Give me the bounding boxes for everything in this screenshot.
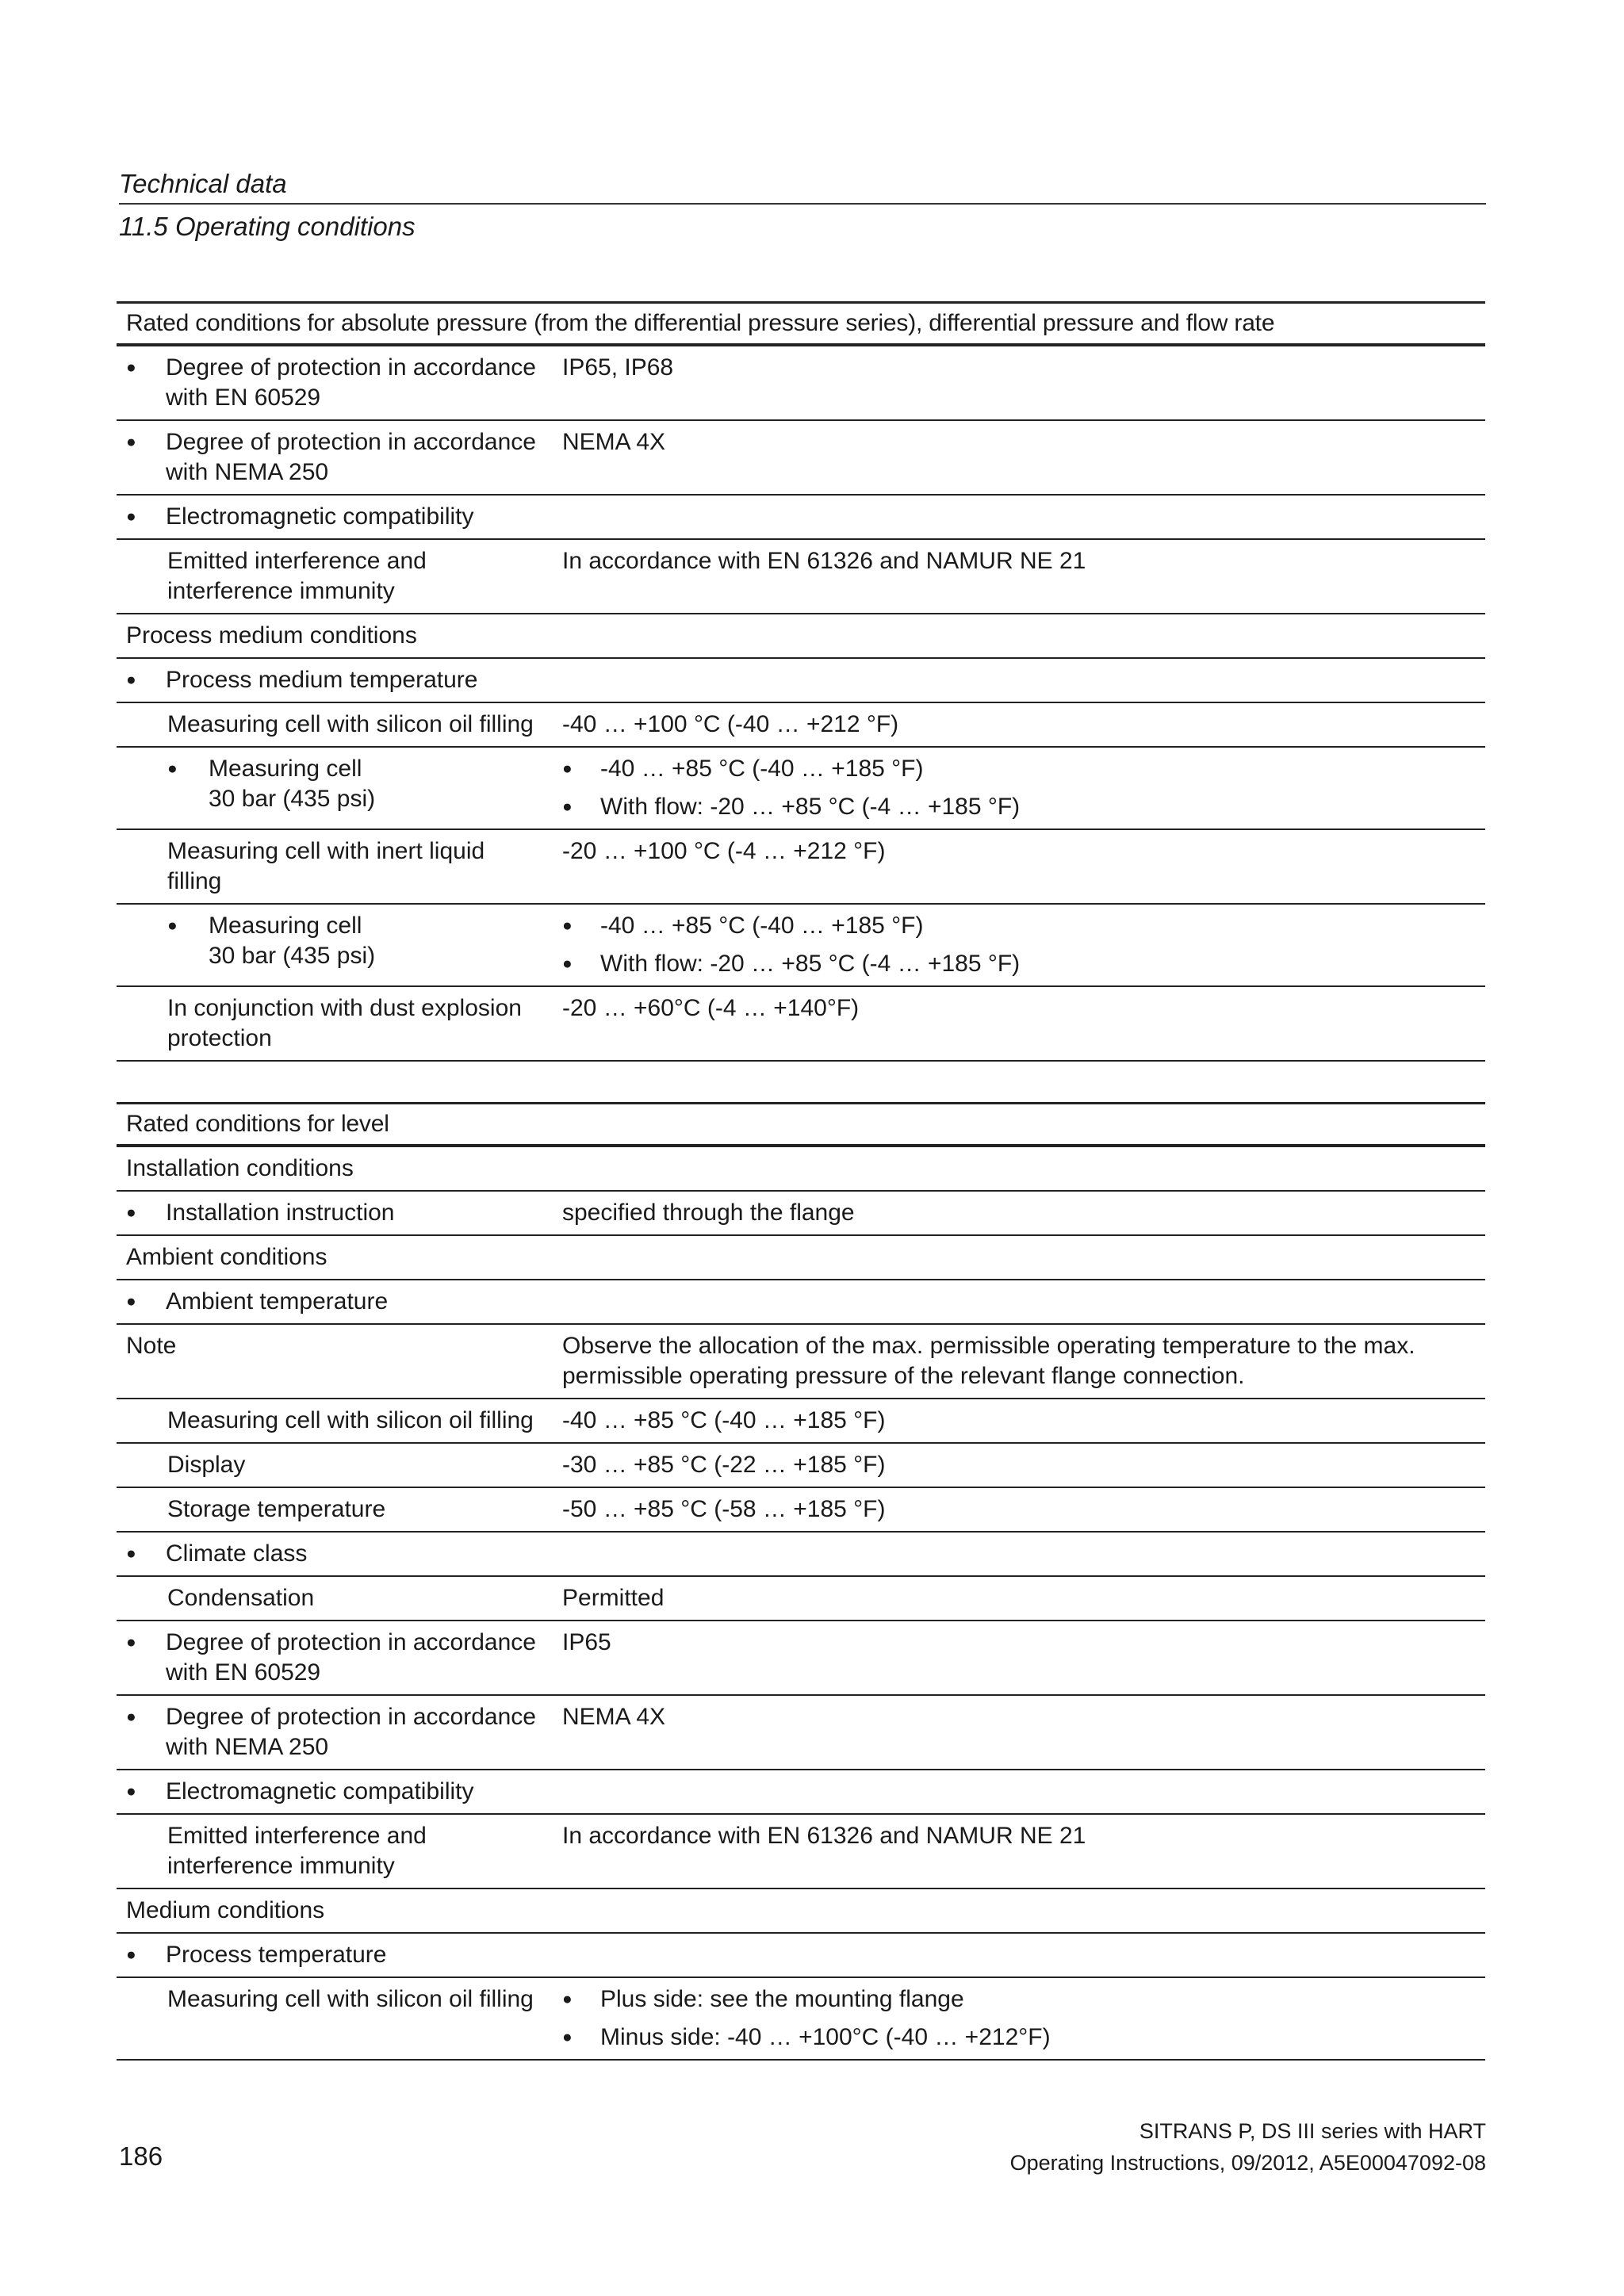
row-value: In accordance with EN 61326 and NAMUR NE 21 <box>553 539 1485 614</box>
table-row <box>117 495 1485 539</box>
product-name: SITRANS P, DS III series with HART <box>1139 2119 1486 2143</box>
row-value <box>553 1888 1485 1933</box>
list-item: ● -40 … +85 °C (-40 … +185 °F) <box>562 911 1477 941</box>
row-label: Process medium conditions <box>117 614 553 658</box>
row-value: NEMA 4X <box>553 1695 1485 1770</box>
row-value: In accordance with EN 61326 and NAMUR NE 21 <box>553 1814 1485 1888</box>
section-title: 11.5 Operating conditions <box>119 212 416 241</box>
table-title: Rated conditions for absolute pressure (from the differential pressure series), differential pressure and flow rate <box>117 303 1485 346</box>
row-label: Note <box>117 1324 553 1399</box>
page-header <box>119 163 1486 244</box>
row-value: Observe the allocation of the max. permissible operating temperature to the max. permissible operating pressure of the relevant flange connection. <box>553 1324 1485 1399</box>
row-value: specified through the flange <box>553 1191 1485 1235</box>
table-row <box>117 1443 1485 1487</box>
table-row <box>117 1399 1485 1443</box>
value-list <box>562 911 1477 979</box>
row-label: ● Installation instruction <box>126 1198 545 1228</box>
row-label: ● Ambient temperature <box>126 1287 545 1317</box>
list-item: ● Plus side: see the mounting flange <box>562 1984 1477 2015</box>
row-label: Display <box>117 1443 553 1487</box>
table-row <box>117 420 1485 495</box>
row-label: Emitted interference and interference immunity <box>117 1814 553 1888</box>
row-value: IP65, IP68 <box>553 345 1485 420</box>
row-label: Installation conditions <box>117 1146 553 1191</box>
row-value <box>553 658 1485 702</box>
table-row <box>117 1576 1485 1621</box>
row-label: Measuring cell with silicon oil filling <box>117 702 553 747</box>
row-label: Ambient conditions <box>117 1235 553 1280</box>
table-row <box>117 1814 1485 1888</box>
table-row <box>117 904 1485 986</box>
row-label: Emitted interference and interference immunity <box>117 539 553 614</box>
row-label: Medium conditions <box>117 1888 553 1933</box>
row-value <box>553 1770 1485 1814</box>
table-row <box>117 747 1485 829</box>
row-value: -40 … +85 °C (-40 … +185 °F) <box>553 1399 1485 1443</box>
table-row <box>117 1621 1485 1695</box>
table-row <box>117 1280 1485 1324</box>
table-row <box>117 658 1485 702</box>
row-value: -20 … +60°C (-4 … +140°F) <box>553 986 1485 1061</box>
row-label: Measuring cell with silicon oil filling <box>117 1399 553 1443</box>
value-list <box>562 1984 1477 2053</box>
row-value: IP65 <box>553 1621 1485 1695</box>
row-label: ● Process medium temperature <box>126 665 545 695</box>
value-list <box>562 754 1477 822</box>
row-label: ● Electromagnetic compatibility <box>126 502 545 532</box>
table-row <box>117 614 1485 658</box>
row-label: ● Climate class <box>126 1539 545 1569</box>
row-value <box>553 495 1485 539</box>
row-value <box>553 1146 1485 1191</box>
table-row <box>117 1324 1485 1399</box>
rated-conditions-table-pressure <box>117 301 1485 1062</box>
row-label: ● Measuring cell 30 bar (435 psi) <box>167 754 545 814</box>
row-value: -50 … +85 °C (-58 … +185 °F) <box>553 1487 1485 1532</box>
page-number: 186 <box>119 2141 163 2171</box>
row-label: ● Process temperature <box>126 1940 545 1970</box>
row-label: ● Measuring cell 30 bar (435 psi) <box>167 911 545 971</box>
footer-doc-info <box>1010 2115 1486 2179</box>
row-value <box>553 1280 1485 1324</box>
list-item: ● -40 … +85 °C (-40 … +185 °F) <box>562 754 1477 784</box>
row-value: -30 … +85 °C (-22 … +185 °F) <box>553 1443 1485 1487</box>
row-value: -20 … +100 °C (-4 … +212 °F) <box>553 829 1485 904</box>
row-value <box>553 1235 1485 1280</box>
table-row <box>117 1191 1485 1235</box>
row-value: Permitted <box>553 1576 1485 1621</box>
table-row <box>117 1532 1485 1576</box>
table-row <box>117 1888 1485 1933</box>
row-value <box>553 614 1485 658</box>
row-label: In conjunction with dust explosion protection <box>117 986 553 1061</box>
table-row <box>117 1487 1485 1532</box>
table-title: Rated conditions for level <box>117 1104 1485 1146</box>
document-info: Operating Instructions, 09/2012, A5E00047092-08 <box>1009 2151 1486 2175</box>
rated-conditions-table-level <box>117 1102 1485 2061</box>
table-row <box>117 345 1485 420</box>
table-row <box>117 986 1485 1061</box>
table-row <box>117 829 1485 904</box>
row-label: ● Degree of protection in accordance with NEMA 250 <box>126 427 545 488</box>
row-value: -40 … +100 °C (-40 … +212 °F) <box>553 702 1485 747</box>
row-label: Condensation <box>117 1576 553 1621</box>
row-label: Measuring cell with inert liquid filling <box>117 829 553 904</box>
table-header-row <box>117 303 1485 346</box>
table-row <box>117 1933 1485 1977</box>
row-label: Storage temperature <box>117 1487 553 1532</box>
row-label: Measuring cell with silicon oil filling <box>117 1977 553 2060</box>
table-row <box>117 539 1485 614</box>
table-row <box>117 1770 1485 1814</box>
row-label: ● Electromagnetic compatibility <box>126 1777 545 1807</box>
table-row <box>117 702 1485 747</box>
row-value <box>553 1933 1485 1977</box>
row-label: ● Degree of protection in accordance with NEMA 250 <box>126 1702 545 1762</box>
table-row <box>117 1695 1485 1770</box>
table-row <box>117 1977 1485 2060</box>
list-item: ● With flow: -20 … +85 °C (-4 … +185 °F) <box>562 792 1477 822</box>
table-row <box>117 1235 1485 1280</box>
row-value: NEMA 4X <box>553 420 1485 495</box>
row-label: ● Degree of protection in accordance with EN 60529 <box>126 1628 545 1688</box>
row-label: ● Degree of protection in accordance with EN 60529 <box>126 353 545 413</box>
table-row <box>117 1146 1485 1191</box>
table-header-row <box>117 1104 1485 1146</box>
chapter-title: Technical data <box>119 163 1486 205</box>
list-item: ● With flow: -20 … +85 °C (-4 … +185 °F) <box>562 949 1477 979</box>
row-value <box>553 1532 1485 1576</box>
list-item: ● Minus side: -40 … +100°C (-40 … +212°F) <box>562 2022 1477 2053</box>
